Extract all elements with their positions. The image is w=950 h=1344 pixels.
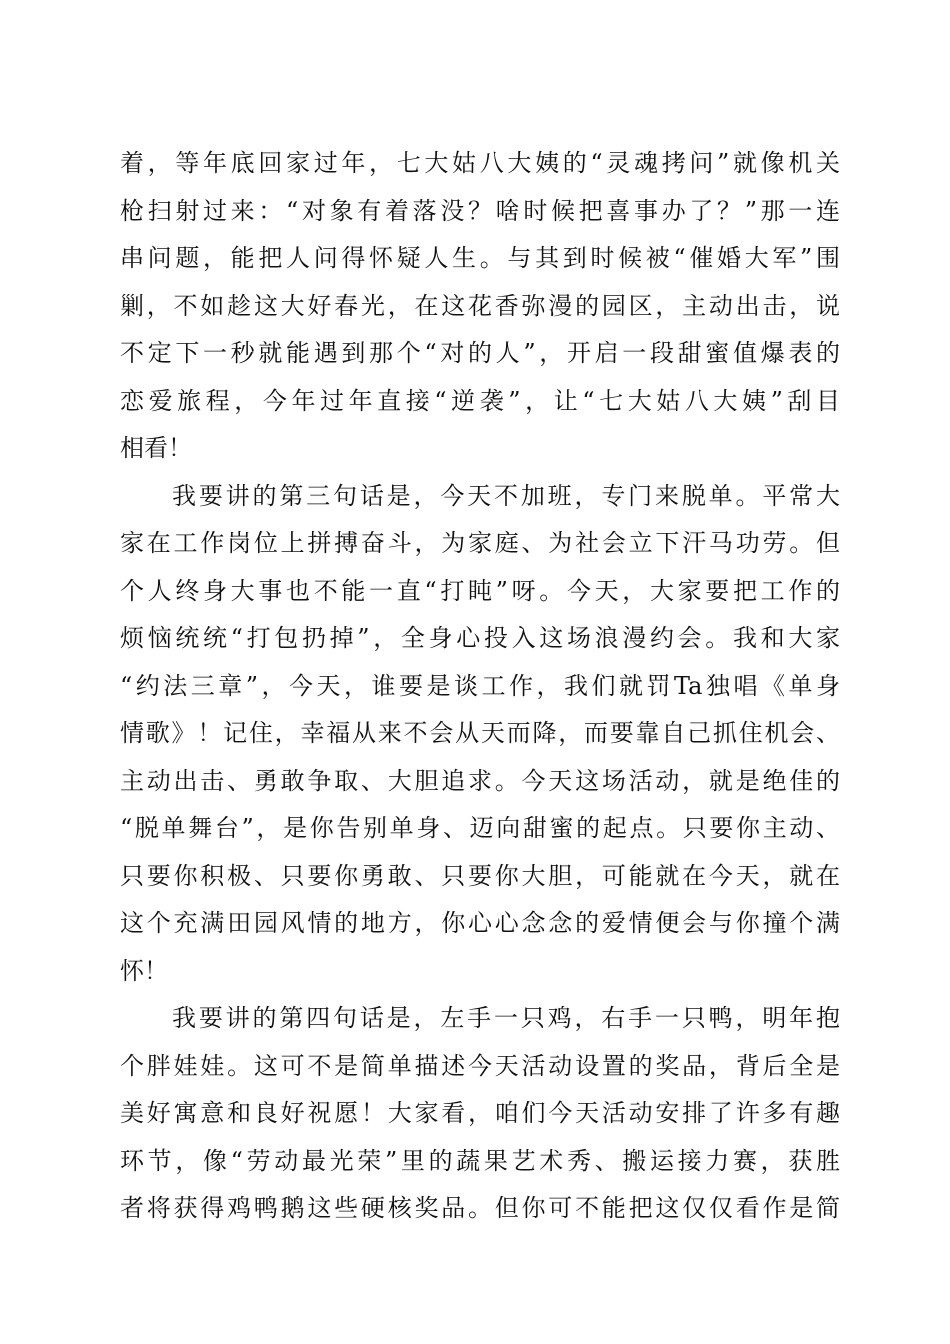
text-line: 剿，不如趁这大好春光，在这花香弥漫的园区，主动出击，说 (120, 291, 840, 320)
text-line: 相看！ (120, 434, 192, 462)
text-line: 个人终身大事也不能一直“打盹”呀。今天，大家要把工作的 (120, 576, 840, 605)
text-line: 家在工作岗位上拼搏奋斗，为家庭、为社会立下汗马功劳。但 (120, 529, 840, 557)
text-line: 情歌》！记住，幸福从来不会从天而降，而要靠自己抓住机会、 (120, 719, 840, 747)
text-line: 串问题，能把人问得怀疑人生。与其到时候被“催婚大军”围 (120, 244, 840, 272)
text-line: 美好寓意和良好祝愿！大家看，咱们今天活动安排了许多有趣 (120, 1099, 840, 1127)
text-line: 个胖娃娃。这可不是简单描述今天活动设置的奖品，背后全是 (120, 1051, 840, 1080)
text-line: 我要讲的第三句话是，今天不加班，专门来脱单。平常大 (172, 481, 840, 510)
text-line: 主动出击、勇敢争取、大胆追求。今天这场活动，就是绝佳的 (120, 766, 840, 795)
text-line: 我要讲的第四句话是，左手一只鸡，右手一只鸭，明年抱 (172, 1004, 840, 1032)
text-line: “脱单舞台”，是你告别单身、迈向甜蜜的起点。只要你主动、 (120, 814, 840, 842)
text-line: 这个充满田园风情的地方，你心心念念的爱情便会与你撞个满 (120, 909, 840, 937)
paragraph-3 (120, 995, 840, 1233)
text-line: 者将获得鸡鸭鹅这些硬核奖品。但你可不能把这仅仅看作是简 (120, 1194, 840, 1222)
text-line: 枪扫射过来：“对象有着落没？啥时候把喜事办了？”那一连 (120, 196, 840, 225)
paragraph-2 (120, 473, 840, 996)
text-line: 烦恼统统“打包扔掉”，全身心投入这场浪漫约会。我和大家 (120, 624, 840, 652)
text-line: 怀！ (120, 956, 168, 985)
paragraph-1 (120, 140, 840, 473)
text-line: “约法三章”，今天，谁要是谈工作，我们就罚Ta独唱《单身 (120, 671, 840, 700)
text-line: 环节，像“劳动最光荣”里的蔬果艺术秀、搬运接力赛，获胜 (120, 1146, 840, 1175)
body-text (120, 140, 840, 1233)
text-line: 恋爱旅程，今年过年直接“逆袭”，让“七大姑八大姨”刮目 (120, 386, 840, 415)
text-line: 只要你积极、只要你勇敢、只要你大胆，可能就在今天，就在 (120, 861, 840, 890)
text-line: 着，等年底回家过年，七大姑八大姨的“灵魂拷问”就像机关 (120, 149, 840, 177)
text-line: 不定下一秒就能遇到那个“对的人”，开启一段甜蜜值爆表的 (120, 339, 840, 367)
